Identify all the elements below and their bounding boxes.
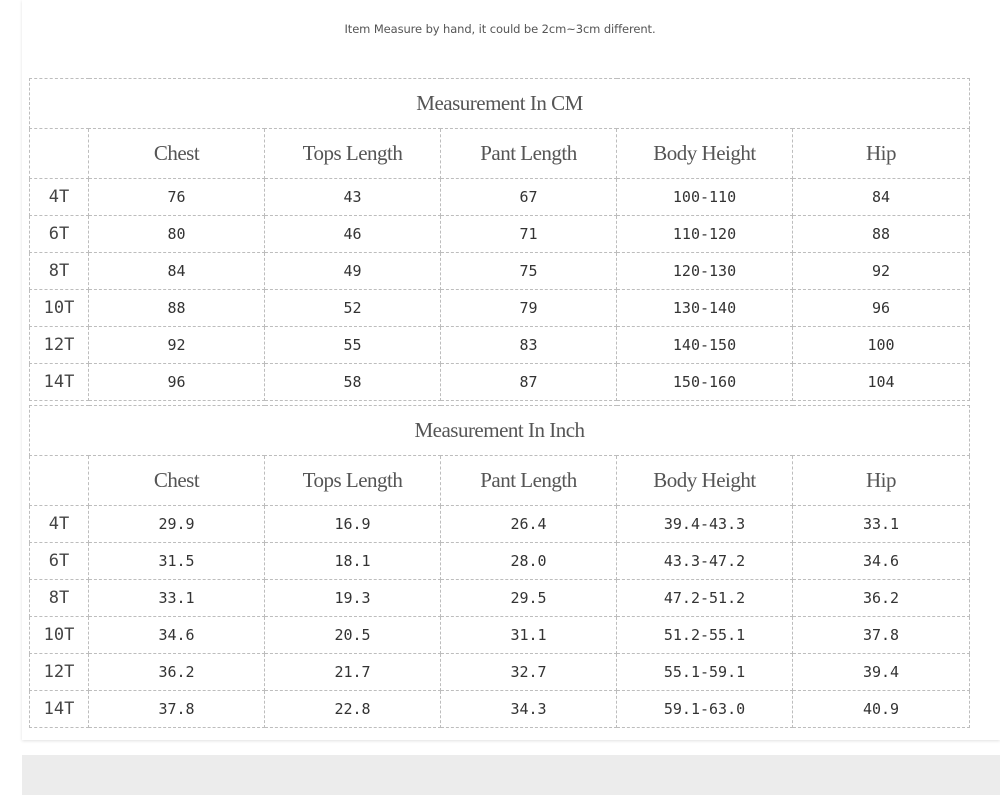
size-cell: 8T <box>30 580 89 617</box>
tops-length-cell: 55 <box>265 327 441 364</box>
tops-length-cell: 19.3 <box>265 580 441 617</box>
chest-cell: 88 <box>89 290 265 327</box>
hip-cell: 96 <box>793 290 970 327</box>
body-height-cell: 39.4-43.3 <box>617 506 793 543</box>
body-height-header: Body Height <box>617 456 793 506</box>
body-height-cell: 55.1-59.1 <box>617 654 793 691</box>
tops-length-cell: 49 <box>265 253 441 290</box>
body-height-cell: 59.1-63.0 <box>617 691 793 728</box>
pant-length-cell: 29.5 <box>441 580 617 617</box>
size-cell: 8T <box>30 253 89 290</box>
chest-cell: 84 <box>89 253 265 290</box>
table-row <box>30 506 970 543</box>
tops-length-cell: 52 <box>265 290 441 327</box>
table-row <box>30 327 970 364</box>
table-row <box>30 216 970 253</box>
tops-length-cell: 16.9 <box>265 506 441 543</box>
tops-length-cell: 43 <box>265 179 441 216</box>
body-height-cell: 130-140 <box>617 290 793 327</box>
size-cell: 10T <box>30 617 89 654</box>
body-height-cell: 140-150 <box>617 327 793 364</box>
tops-length-cell: 22.8 <box>265 691 441 728</box>
pant-length-cell: 75 <box>441 253 617 290</box>
body-height-cell: 120-130 <box>617 253 793 290</box>
table-row <box>30 580 970 617</box>
tops-length-header: Tops Length <box>265 129 441 179</box>
pant-length-cell: 26.4 <box>441 506 617 543</box>
body-height-cell: 47.2-51.2 <box>617 580 793 617</box>
size-cell: 12T <box>30 327 89 364</box>
tops-length-cell: 20.5 <box>265 617 441 654</box>
body-height-cell: 110-120 <box>617 216 793 253</box>
table-row <box>30 617 970 654</box>
measurement-note: Item Measure by hand, it could be 2cm~3cm different. <box>344 22 656 36</box>
hip-cell: 39.4 <box>793 654 970 691</box>
pant-length-cell: 31.1 <box>441 617 617 654</box>
chest-cell: 76 <box>89 179 265 216</box>
hip-cell: 100 <box>793 327 970 364</box>
hip-cell: 104 <box>793 364 970 401</box>
hip-cell: 84 <box>793 179 970 216</box>
size-cell: 10T <box>30 290 89 327</box>
chest-header: Chest <box>89 456 265 506</box>
chest-cell: 96 <box>89 364 265 401</box>
hip-cell: 92 <box>793 253 970 290</box>
body-height-cell: 43.3-47.2 <box>617 543 793 580</box>
size-cell: 14T <box>30 691 89 728</box>
chest-cell: 92 <box>89 327 265 364</box>
table-row <box>30 691 970 728</box>
tops-length-cell: 58 <box>265 364 441 401</box>
table-row <box>30 290 970 327</box>
chest-cell: 33.1 <box>89 580 265 617</box>
bottom-bar <box>22 755 1000 795</box>
body-height-cell: 150-160 <box>617 364 793 401</box>
body-height-cell: 100-110 <box>617 179 793 216</box>
body-height-cell: 51.2-55.1 <box>617 617 793 654</box>
tops-length-cell: 18.1 <box>265 543 441 580</box>
pant-length-cell: 87 <box>441 364 617 401</box>
size-header <box>30 129 89 179</box>
pant-length-cell: 79 <box>441 290 617 327</box>
size-cell: 4T <box>30 506 89 543</box>
hip-cell: 40.9 <box>793 691 970 728</box>
chest-cell: 36.2 <box>89 654 265 691</box>
table-row <box>30 364 970 401</box>
chest-cell: 31.5 <box>89 543 265 580</box>
table-row <box>30 543 970 580</box>
table-row <box>30 179 970 216</box>
chest-header: Chest <box>89 129 265 179</box>
size-cell: 12T <box>30 654 89 691</box>
body-height-header: Body Height <box>617 129 793 179</box>
pant-length-header: Pant Length <box>441 456 617 506</box>
table-row <box>30 253 970 290</box>
hip-header: Hip <box>793 129 970 179</box>
pant-length-cell: 32.7 <box>441 654 617 691</box>
table-row <box>30 654 970 691</box>
size-table-inch <box>29 405 970 728</box>
pant-length-cell: 83 <box>441 327 617 364</box>
size-cell: 6T <box>30 543 89 580</box>
pant-length-cell: 71 <box>441 216 617 253</box>
size-cell: 4T <box>30 179 89 216</box>
tops-length-header: Tops Length <box>265 456 441 506</box>
pant-length-cell: 34.3 <box>441 691 617 728</box>
header-row <box>30 456 970 506</box>
size-cell: 6T <box>30 216 89 253</box>
chest-cell: 34.6 <box>89 617 265 654</box>
hip-cell: 37.8 <box>793 617 970 654</box>
chest-cell: 29.9 <box>89 506 265 543</box>
chest-cell: 37.8 <box>89 691 265 728</box>
pant-length-header: Pant Length <box>441 129 617 179</box>
hip-cell: 33.1 <box>793 506 970 543</box>
size-header <box>30 456 89 506</box>
table-title: Measurement In Inch <box>30 406 970 456</box>
hip-cell: 88 <box>793 216 970 253</box>
header-row <box>30 129 970 179</box>
tops-length-cell: 46 <box>265 216 441 253</box>
hip-cell: 36.2 <box>793 580 970 617</box>
chest-cell: 80 <box>89 216 265 253</box>
table-title: Measurement In CM <box>30 79 970 129</box>
size-cell: 14T <box>30 364 89 401</box>
size-table-cm <box>29 78 970 401</box>
hip-cell: 34.6 <box>793 543 970 580</box>
hip-header: Hip <box>793 456 970 506</box>
tops-length-cell: 21.7 <box>265 654 441 691</box>
pant-length-cell: 67 <box>441 179 617 216</box>
pant-length-cell: 28.0 <box>441 543 617 580</box>
